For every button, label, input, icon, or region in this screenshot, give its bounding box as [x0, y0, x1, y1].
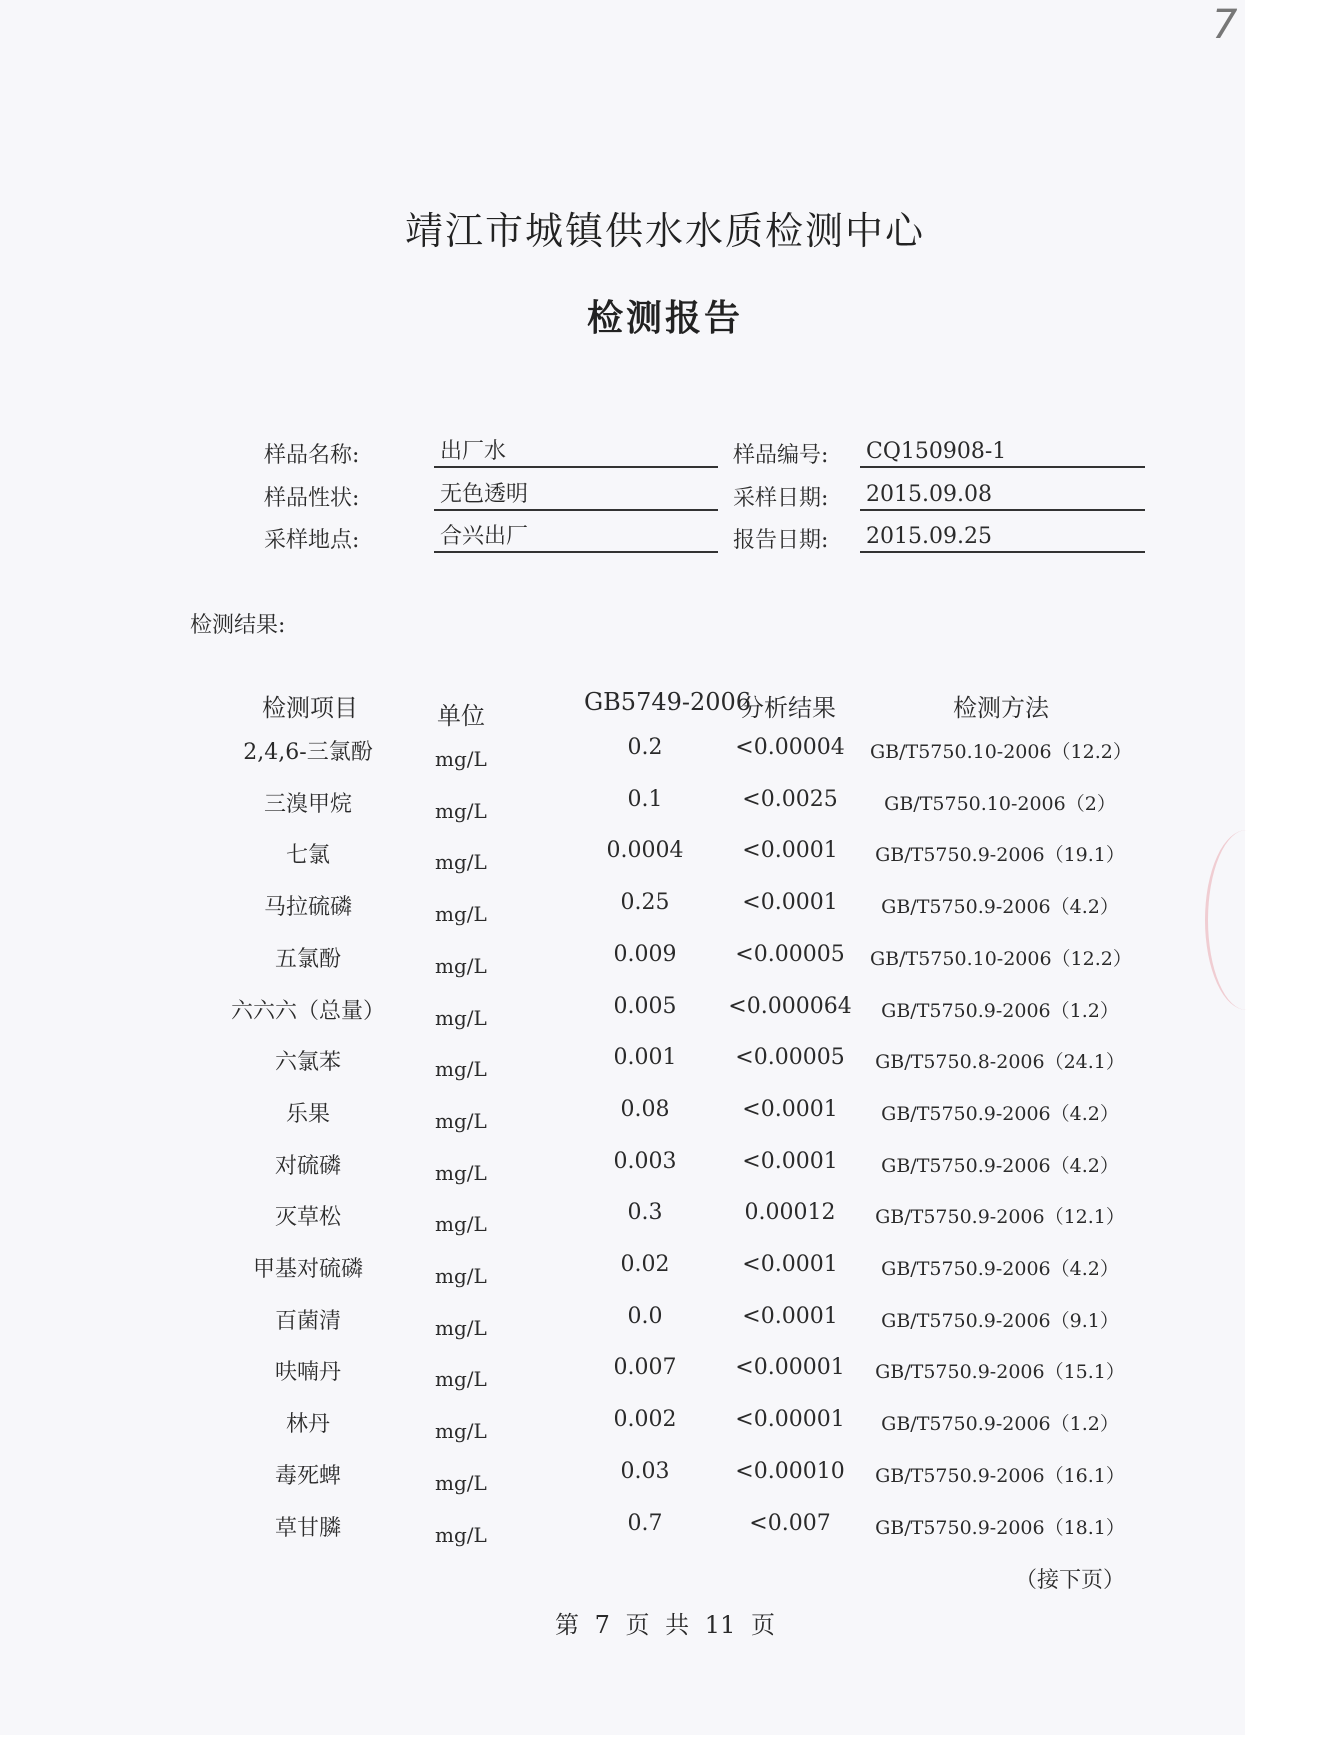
sample-state-label: 样品性状: [264, 486, 360, 511]
row-item: 草甘膦 [274, 1515, 341, 1541]
row-unit: mg/L [435, 1367, 487, 1392]
row-unit: mg/L [435, 953, 487, 978]
row-limit: 0.007 [613, 1355, 677, 1381]
row-result: <0.000064 [728, 993, 852, 1019]
row-result: <0.0001 [742, 838, 838, 864]
row-limit: 0.003 [613, 1148, 677, 1174]
row-unit: mg/L [435, 1005, 487, 1030]
row-method: GB/T5750.10-2006（2） [884, 792, 1116, 815]
page-footer: 第 7 页 共 11 页 [555, 1611, 775, 1639]
results-label: 检测结果: [190, 613, 286, 638]
row-limit: 0.001 [613, 1045, 677, 1071]
row-result: <0.00005 [735, 941, 845, 967]
row-method: GB/T5750.9-2006（15.1） [875, 1361, 1125, 1384]
organization-title: 靖江市城镇供水水质检测中心 [404, 209, 925, 253]
row-unit: mg/L [435, 747, 487, 771]
row-limit: 0.0 [627, 1303, 663, 1329]
row-result: <0.0001 [742, 890, 838, 916]
stamp-mark [1205, 830, 1288, 1010]
row-method: GB/T5750.10-2006（12.2） [870, 947, 1132, 970]
table-row [0, 994, 1245, 1046]
report-date-value: 2015.09.25 [860, 523, 1145, 553]
table-row [0, 787, 1245, 839]
row-limit: 0.25 [620, 890, 670, 916]
header-item: 检测项目 [262, 694, 358, 722]
row-limit: 0.005 [613, 993, 677, 1019]
sample-no-label: 样品编号: [733, 443, 829, 468]
row-item: 三溴甲烷 [263, 791, 352, 817]
header-method: 检测方法 [953, 694, 1049, 722]
row-method: GB/T5750.9-2006（4.2） [881, 1102, 1119, 1125]
sample-name-value: 出厂水 [434, 438, 718, 468]
row-result: <0.0001 [742, 1096, 838, 1122]
row-item: 林丹 [285, 1412, 330, 1438]
table-row [0, 1407, 1245, 1459]
row-unit: mg/L [435, 902, 487, 927]
row-item: 乐果 [285, 1101, 330, 1127]
row-unit: mg/L [435, 1522, 487, 1547]
row-method: GB/T5750.9-2006（1.2） [881, 1413, 1119, 1436]
row-result: <0.0001 [742, 1252, 838, 1277]
row-method: GB/T5750.9-2006（16.1） [875, 1464, 1125, 1487]
row-unit: mg/L [435, 1470, 487, 1495]
row-limit: 0.1 [627, 786, 663, 812]
row-item: 马拉硫磷 [263, 895, 352, 921]
row-method: GB/T5750.9-2006（12.1） [875, 1206, 1125, 1229]
row-unit: mg/L [435, 1315, 487, 1340]
row-method: GB/T5750.9-2006（9.1） [881, 1309, 1119, 1332]
table-row [0, 1252, 1245, 1304]
header-limit: GB5749-2006 [584, 688, 752, 716]
row-unit: mg/L [435, 1160, 487, 1185]
row-unit: mg/L [435, 798, 487, 823]
row-method: GB/T5750.9-2006（18.1） [875, 1516, 1125, 1539]
sampling-site-label: 采样地点: [264, 528, 360, 553]
row-limit: 0.08 [620, 1096, 670, 1122]
row-result: <0.0025 [742, 786, 838, 812]
row-item: 甲基对硫磷 [252, 1257, 363, 1282]
row-unit: mg/L [435, 1057, 487, 1082]
row-limit: 0.009 [613, 941, 677, 967]
row-unit: mg/L [435, 1212, 487, 1237]
row-limit: 0.3 [627, 1200, 663, 1226]
info-row-1 [0, 438, 1245, 472]
report-title: 检测报告 [586, 298, 743, 339]
table-row [0, 1200, 1245, 1252]
table-row [0, 890, 1245, 942]
row-method: GB/T5750.9-2006（4.2） [881, 896, 1119, 919]
row-result: <0.00010 [735, 1458, 845, 1484]
row-result: <0.007 [749, 1510, 831, 1536]
row-limit: 0.002 [613, 1407, 677, 1433]
handwritten-page-number: 7 [1212, 2, 1238, 48]
row-limit: 0.02 [620, 1252, 670, 1277]
sample-no-value: CQ150908-1 [860, 438, 1145, 468]
table-row [0, 1304, 1245, 1356]
row-limit: 0.7 [627, 1510, 663, 1536]
row-result: <0.0001 [742, 1303, 838, 1329]
row-result: <0.00005 [735, 1045, 845, 1071]
table-row [0, 1045, 1245, 1097]
row-result: 0.00012 [744, 1200, 836, 1226]
row-item: 百菌清 [274, 1308, 341, 1334]
sampling-site-value: 合兴出厂 [434, 523, 718, 553]
row-unit: mg/L [435, 850, 487, 875]
row-method: GB/T5750.9-2006（4.2） [881, 1258, 1119, 1280]
row-unit: mg/L [435, 1264, 487, 1288]
row-item: 呋喃丹 [274, 1360, 341, 1386]
table-row [0, 1149, 1245, 1201]
table-row [0, 735, 1245, 787]
row-unit: mg/L [435, 1108, 487, 1133]
header-result: 分析结果 [740, 694, 836, 722]
row-item: 灭草松 [274, 1205, 341, 1231]
row-method: GB/T5750.9-2006（19.1） [875, 844, 1125, 867]
row-result: <0.00001 [735, 1355, 845, 1381]
row-item: 六六六（总量） [230, 998, 385, 1024]
row-item: 毒死蜱 [274, 1463, 341, 1489]
row-limit: 0.0004 [606, 838, 684, 864]
table-row [0, 1355, 1245, 1407]
table-row [0, 1511, 1245, 1563]
row-limit: 0.2 [627, 735, 663, 760]
row-item: 六氯苯 [274, 1050, 341, 1076]
info-row-2 [0, 481, 1245, 515]
row-result: <0.0001 [742, 1148, 838, 1174]
row-method: GB/T5750.9-2006（1.2） [881, 999, 1119, 1022]
continue-note: （接下页） [1015, 1568, 1126, 1593]
table-row [0, 838, 1245, 890]
row-result: <0.00004 [735, 735, 845, 760]
row-method: GB/T5750.10-2006（12.2） [870, 741, 1132, 763]
table-row [0, 1459, 1245, 1511]
report-date-label: 报告日期: [733, 528, 829, 553]
table-row [0, 1097, 1245, 1149]
row-method: GB/T5750.9-2006（4.2） [881, 1154, 1119, 1177]
sampling-date-value: 2015.09.08 [860, 481, 1145, 511]
row-item: 2,4,6-三氯酚 [243, 740, 373, 765]
info-row-3 [0, 523, 1245, 557]
sample-name-label: 样品名称: [264, 443, 360, 468]
row-method: GB/T5750.8-2006（24.1） [875, 1051, 1125, 1074]
row-item: 五氯酚 [274, 946, 341, 972]
row-result: <0.00001 [735, 1407, 845, 1433]
row-item: 对硫磷 [274, 1153, 341, 1179]
sample-state-value: 无色透明 [434, 481, 718, 511]
sampling-date-label: 采样日期: [733, 486, 829, 511]
header-unit: 单位 [437, 702, 485, 730]
table-row [0, 942, 1245, 994]
row-limit: 0.03 [620, 1458, 670, 1484]
row-item: 七氯 [285, 843, 330, 869]
row-unit: mg/L [435, 1419, 487, 1444]
